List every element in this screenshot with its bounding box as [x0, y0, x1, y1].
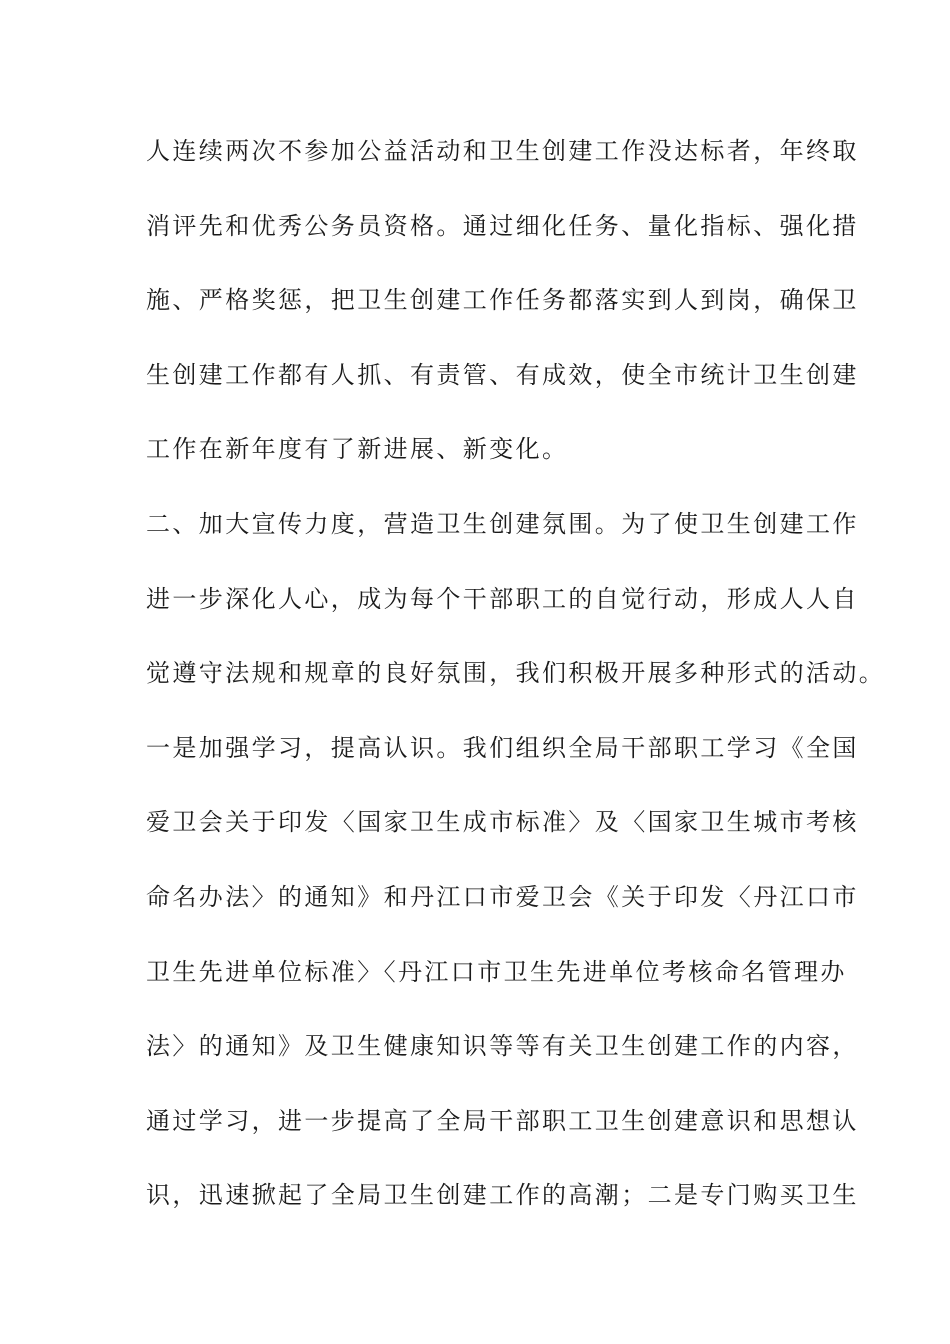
- text-line: 生创建工作都有人抓、有责管、有成效，使全市统计卫生创建: [146, 360, 859, 389]
- text-line: 爱卫会关于印发〈国家卫生成市标准〉及〈国家卫生城市考核: [146, 808, 859, 837]
- text-line: 识，迅速掀起了全局卫生创建工作的高潮；二是专门购买卫生: [146, 1181, 859, 1210]
- text-line: 人连续两次不参加公益活动和卫生创建工作没达标者，年终取: [146, 137, 859, 165]
- text-line: 卫生先进单位标准〉〈丹江口市卫生先进单位考核命名管理办: [146, 957, 847, 986]
- text-line: 通过学习，进一步提高了全局干部职工卫生创建意识和思想认: [146, 1106, 859, 1135]
- text-line: 命名办法〉的通知》和丹江口市爱卫会《关于印发〈丹江口市: [146, 882, 859, 911]
- text-line: 法〉的通知》及卫生健康知识等等有关卫生创建工作的内容，: [146, 1032, 859, 1061]
- text-line: 施、严格奖惩，把卫生创建工作任务都落实到人到岗，确保卫: [146, 286, 859, 315]
- text-line: 觉遵守法规和规章的良好氛围，我们积极开展多种形式的活动。: [146, 659, 886, 688]
- section-heading-line: 二、加大宣传力度，营造卫生创建氛围。为了使卫生创建工作: [146, 509, 859, 538]
- text-line: 工作在新年度有了新进展、新变化。: [146, 435, 569, 464]
- body-text: [146, 131, 886, 1250]
- text-line: 进一步深化人心，成为每个干部职工的自觉行动，形成人人自: [146, 584, 859, 613]
- text-line: 消评先和优秀公务员资格。通过细化任务、量化指标、强化措: [146, 211, 859, 240]
- text-line: 一是加强学习，提高认识。我们组织全局干部职工学习《全国: [146, 733, 859, 762]
